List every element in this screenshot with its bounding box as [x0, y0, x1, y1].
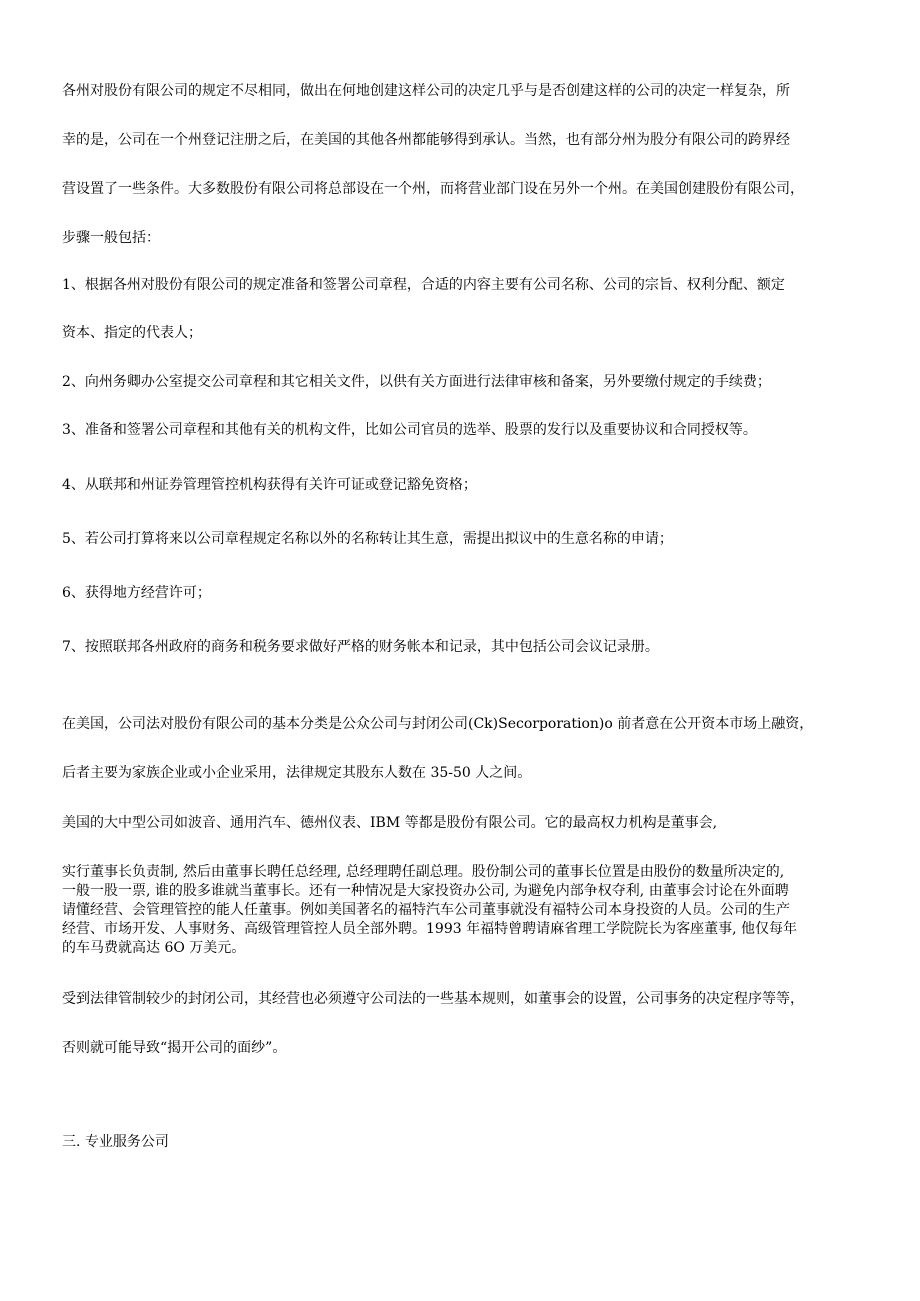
intro-line-2: 幸的是，公司在一个州登记注册之后，在美国的其他各州都能够得到承认。当然，也有部分州为股分有限公司的跨界经	[62, 132, 790, 148]
step-4: 4、从联邦和州证券管理管控机构获得有关许可证或登记豁免资格；	[62, 477, 477, 493]
step-3: 3、准备和签署公司章程和其他有关的机构文件，比如公司官员的选举、股票的发行以及重要协议和合同授权等。	[62, 422, 757, 438]
board-line-2: 一般一股一票, 谁的股多谁就当董事长。还有一种情况是大家投资办公司, 为避免内部争权夺利, 由董事会讨论在外面聘	[62, 883, 789, 899]
step-5: 5、若公司打算将来以公司章程规定名称以外的名称转让其生意，需提出拟议中的生意名称的申请；	[62, 531, 673, 547]
closed-company-line-1: 受到法律管制较少的封闭公司，其经营也必须遵守公司法的一些基本规则，如董事会的设置，公司事务的决定程序等等，	[62, 991, 804, 1007]
classification-line-2: 后者主要为家族企业或小企业采用，法律规定其股东人数在 35-50 人之间。	[62, 765, 532, 781]
intro-line-3: 营设置了一些条件。大多数股份有限公司将总部设在一个州，而将营业部门设在另外一个州。在美国创建股份有限公司，	[62, 181, 804, 197]
step-1-line-2: 资本、指定的代表人；	[62, 325, 202, 341]
step-1-line-1: 1、根据各州对股份有限公司的规定准备和签署公司章程，合适的内容主要有公司名称、公司的宗旨、权利分配、额定	[62, 277, 785, 293]
intro-line-1: 各州对股份有限公司的规定不尽相同，做出在何地创建这样公司的决定几乎与是否创建这样的公司的决定一样复杂，所	[62, 83, 790, 99]
step-6: 6、获得地方经营许可；	[62, 585, 211, 601]
board-line-5: 的车马费就高达 6O 万美元。	[62, 940, 246, 956]
intro-line-4: 步骤一般包括：	[62, 230, 160, 246]
step-7: 7、按照联邦各州政府的商务和税务要求做好严格的财务帐本和记录，其中包括公司会议记录册。	[62, 639, 659, 655]
board-line-3: 请懂经营、会管理管控的能人任董事。例如美国著名的福特汽车公司董事就没有福特公司本身投资的人员。公司的生产	[62, 902, 790, 918]
large-companies-line: 美国的大中型公司如波音、通用汽车、德州仪表、IBM 等都是股份有限公司。它的最高权力机构是董事会,	[62, 815, 718, 831]
board-paragraph	[62, 863, 872, 958]
step-2: 2、向州务卿办公室提交公司章程和其它相关文件，以供有关方面进行法律审核和备案，另外要缴付规定的手续费；	[62, 374, 771, 390]
classification-line-1: 在美国，公司法对股份有限公司的基本分类是公众公司与封闭公司(Ck)Secorporation)o 前者意在公开资本市场上融资，	[62, 716, 814, 732]
board-line-4: 经营、市场开发、人事财务、高级管理管控人员全部外聘。1993 年福特曾聘请麻省理工学院院长为客座董事, 他仅每年	[62, 921, 797, 937]
section-heading: 三. 专业服务公司	[62, 1134, 169, 1150]
closed-company-line-2: 否则就可能导致“揭开公司的面纱”。	[62, 1040, 287, 1056]
board-line-1: 实行董事长负责制, 然后由董事长聘任总经理, 总经理聘任副总理。股份制公司的董事长位置是由股份的数量所决定的,	[62, 864, 785, 880]
